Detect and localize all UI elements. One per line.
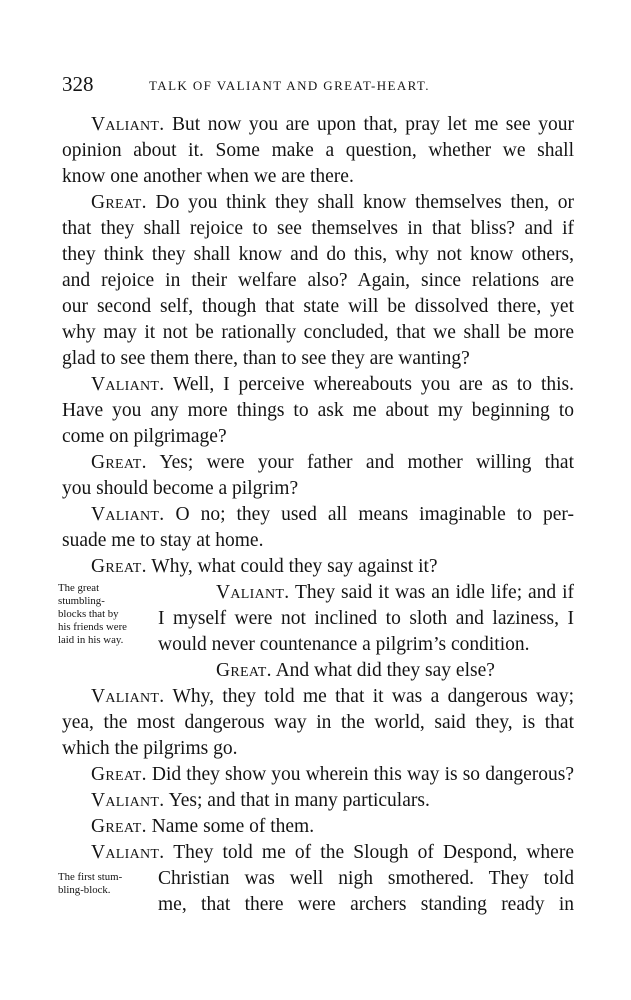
line-text: glad to see them there, than to see they are wanting? [62, 348, 470, 369]
margin-note-first-stumbling-block [58, 871, 122, 897]
text-line [216, 658, 631, 684]
speaker-label: Great. [91, 816, 147, 837]
speaker-label: Great. [91, 764, 147, 785]
line-text: Do you think they shall know themselves then, or [146, 192, 574, 213]
text-line [158, 866, 574, 892]
margin-note-line: bling-block. [58, 884, 111, 896]
text-line [91, 788, 574, 814]
page-header [62, 72, 574, 102]
speaker-label: Valiant. [91, 114, 165, 135]
running-head: TALK OF VALIANT AND GREAT-HEART. [149, 78, 430, 93]
text-line [91, 684, 574, 710]
line-text: Did they show you wherein this way is so dangerous? [146, 764, 574, 785]
text-line [158, 606, 574, 632]
text-line [158, 892, 574, 918]
line-text: they think they shall know and do this, why not know others, [62, 244, 574, 265]
line-text: Why, they told me that it was a dangerous way; [164, 686, 574, 707]
line-text: I myself were not inclined to sloth and laziness, I [158, 608, 574, 629]
text-line [216, 580, 574, 606]
speaker-label: Valiant. [91, 504, 165, 525]
text-line [62, 242, 574, 268]
margin-note-line: his friends were [58, 621, 127, 633]
line-text: Well, I perceive whereabouts you are as to this. [164, 374, 574, 395]
text-line [62, 346, 574, 372]
line-text: They told me of the Slough of Despond, where [164, 842, 574, 863]
speaker-label: Valiant. [91, 686, 165, 707]
text-line [62, 736, 574, 762]
speaker-label: Valiant. [91, 374, 165, 395]
line-text: know one another when we are there. [62, 166, 354, 187]
page-number: 328 [62, 72, 94, 96]
line-text: our second self, though that state will be dissolved there, yet [62, 296, 574, 317]
text-line [62, 710, 574, 736]
speaker-label: Valiant. [91, 790, 165, 811]
margin-note-line: blocks that by [58, 608, 119, 620]
line-text: Yes; and that in many particulars. [164, 790, 430, 811]
line-text: which the pilgrims go. [62, 738, 238, 759]
text-line [62, 164, 574, 190]
text-line [62, 320, 574, 346]
line-text: suade me to stay at home. [62, 530, 264, 551]
margin-note-line: stumbling- [58, 595, 105, 607]
speaker-label: Great. [91, 192, 147, 213]
text-line [62, 138, 574, 164]
line-text: Name some of them. [146, 816, 315, 837]
text-line [91, 372, 574, 398]
line-text: Have you any more things to ask me about my beginning to [62, 400, 574, 421]
line-text: But now you are upon that, pray let me see your [164, 114, 574, 135]
speaker-label: Great. [91, 556, 147, 577]
text-line [91, 502, 574, 528]
text-line [62, 424, 574, 450]
line-text: Why, what could they say against it? [146, 556, 438, 577]
text-line [62, 268, 574, 294]
text-line [158, 632, 574, 658]
margin-note-line: laid in his way. [58, 634, 124, 646]
speaker-label: Valiant. [216, 582, 290, 603]
line-text: yea, the most dangerous way in the world, said they, is that [62, 712, 574, 733]
line-text: Yes; were your father and mother willing that [146, 452, 574, 473]
line-text: They said it was an idle life; and if [289, 582, 574, 603]
text-line [91, 190, 574, 216]
text-line [91, 762, 574, 788]
margin-note-stumbling-blocks [58, 582, 127, 647]
text-line [91, 814, 574, 840]
speaker-label: Great. [216, 660, 272, 681]
text-line [62, 398, 574, 424]
text-line [91, 450, 574, 476]
line-text: come on pilgrimage? [62, 426, 227, 447]
line-text: and rejoice in their welfare also? Again, since relations are [62, 270, 574, 291]
text-line [91, 554, 574, 580]
margin-note-line: The great [58, 582, 100, 594]
text-line [62, 528, 574, 554]
text-line [62, 294, 574, 320]
line-text: O no; they used all means imaginable to per- [164, 504, 574, 525]
line-text: me, that there were archers standing ready in [158, 894, 574, 915]
line-text: And what did they say else? [271, 660, 495, 681]
text-line [91, 112, 574, 138]
text-line [62, 476, 574, 502]
line-text: Christian was well nigh smothered. They told [158, 868, 574, 889]
line-text: would never countenance a pilgrim’s condition. [158, 634, 530, 655]
text-line [91, 840, 574, 866]
line-text: you should become a pilgrim? [62, 478, 299, 499]
text-line [62, 216, 574, 242]
margin-note-line: The first stum- [58, 871, 123, 883]
line-text: that they shall rejoice to see themselves in that bliss? and if [62, 218, 574, 239]
line-text: why may it not be rationally concluded, that we shall be more [62, 322, 574, 343]
speaker-label: Great. [91, 452, 147, 473]
speaker-label: Valiant. [91, 842, 165, 863]
line-text: opinion about it. Some make a question, whether we shall [62, 140, 574, 161]
